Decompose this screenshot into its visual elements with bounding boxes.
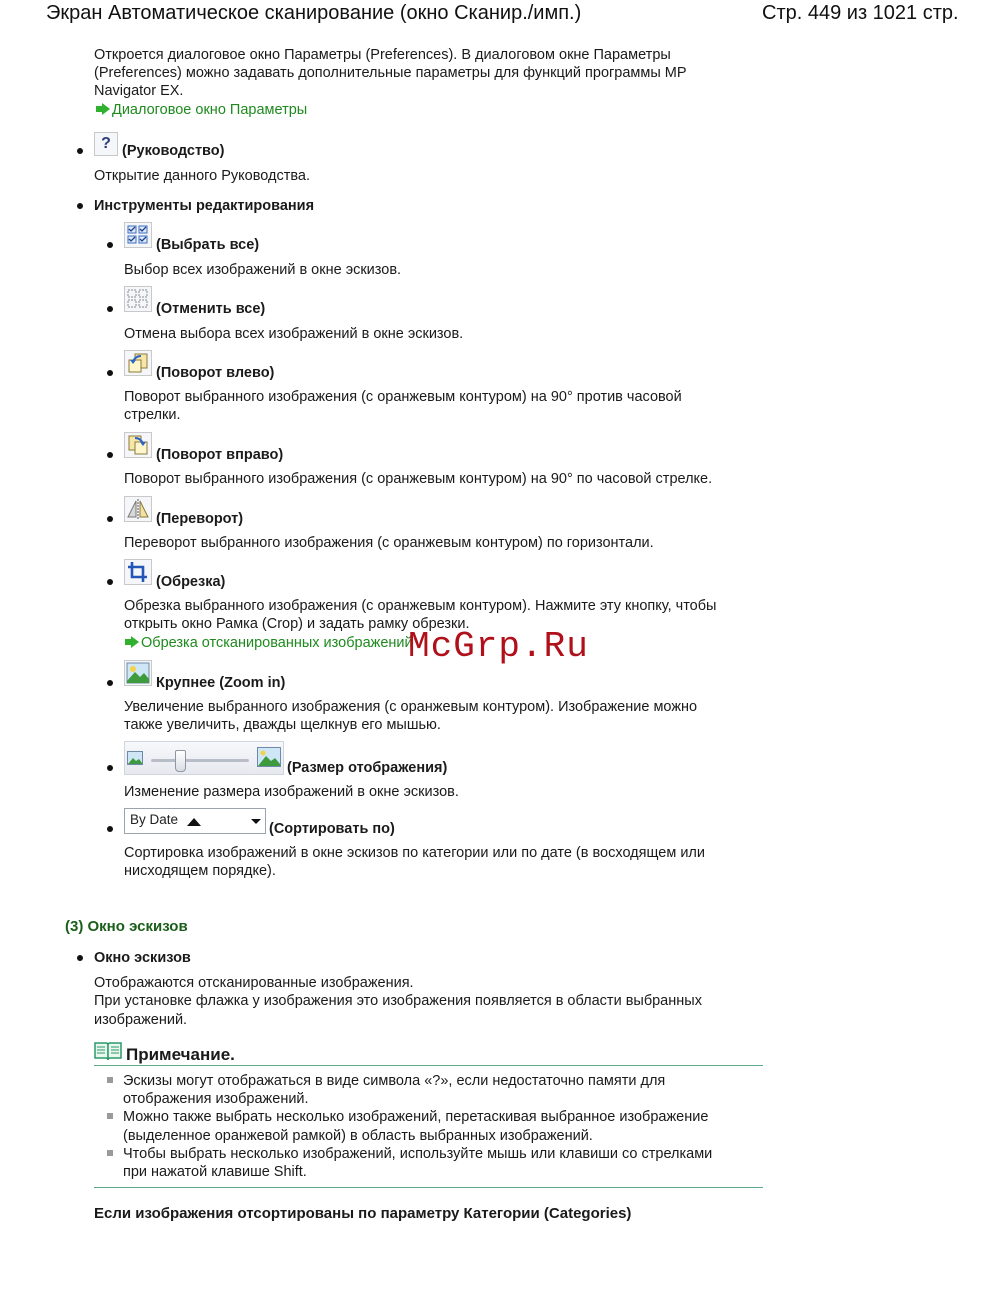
rotate-left-icon[interactable] [124, 350, 152, 376]
tool-desc: Увеличение выбранного изображения (с оранжевым контуром). Изображение можно [124, 699, 698, 715]
bullet [77, 203, 83, 209]
tool-desc: Сортировка изображений в окне эскизов по категории или по дате (в восходящем или [124, 845, 705, 861]
tool-desc: открыть окно Рамка (Crop) и задать рамку обрезки. [124, 616, 470, 632]
sort-by-value: By Date [130, 812, 179, 827]
note-bullet [107, 1077, 113, 1083]
edit-tools-title: Инструменты редактирования [94, 198, 315, 214]
tool-title: (Переворот) [156, 511, 244, 527]
tool-title: (Выбрать все) [156, 237, 260, 253]
tool-desc: Поворот выбранного изображения (с оранжевым контуром) на 90° по часовой стрелке. [124, 471, 713, 487]
tool-title: (Поворот влево) [156, 365, 275, 381]
tool-title: (Размер отображения) [287, 760, 448, 776]
note-top-divider [94, 1065, 763, 1066]
tool-desc: Поворот выбранного изображения (с оранжевым контуром) на 90° против часовой [124, 389, 682, 405]
tool-desc: Отмена выбора всех изображений в окне эскизов. [124, 326, 464, 342]
note-item-line: Эскизы могут отображаться в виде символа «?», если недостаточно памяти для [123, 1073, 666, 1089]
note-title: Примечание. [126, 1045, 235, 1064]
deselect-all-icon[interactable] [124, 286, 152, 312]
thumbs-desc-1: Отображаются отсканированные изображения. [94, 975, 414, 991]
guide-desc: Открытие данного Руководства. [94, 168, 311, 184]
bullet [77, 148, 83, 154]
rotate-right-icon[interactable] [124, 432, 152, 458]
note-bottom-divider [94, 1187, 763, 1188]
display-size-slider[interactable] [124, 741, 284, 775]
tool-desc: также увеличить, дважды щелкнув его мышью. [124, 717, 441, 733]
bullet [107, 826, 113, 832]
note-item-line: Можно также выбрать несколько изображений, перетаскивая выбранное изображение [123, 1109, 709, 1125]
note-item-line: отображения изображений. [123, 1091, 309, 1107]
book-icon [94, 1041, 122, 1061]
note-item-line: (выделенное оранжевой рамкой) в область выбранных изображений. [123, 1128, 593, 1144]
bullet [107, 306, 113, 312]
note-item-line: при нажатой клавише Shift. [123, 1164, 307, 1180]
tool-desc: Выбор всех изображений в окне эскизов. [124, 262, 402, 278]
note-item-line: Чтобы выбрать несколько изображений, используйте мышь или клавиши со стрелками [123, 1146, 713, 1162]
thumbs-desc-3: изображений. [94, 1012, 188, 1028]
thumbs-item-title: Окно эскизов [94, 950, 191, 966]
tool-title: (Сортировать по) [269, 821, 395, 837]
guide-title: (Руководство) [122, 143, 225, 159]
page-title: Экран Автоматическое сканирование (окно Сканир./имп.) [46, 2, 582, 24]
tool-title: (Отменить все) [156, 301, 266, 317]
watermark: McGrp.Ru [408, 626, 589, 667]
tool-desc: Изменение размера изображений в окне эскизов. [124, 784, 459, 800]
flip-icon[interactable] [124, 496, 152, 522]
tool-title: (Обрезка) [156, 574, 226, 590]
bullet [107, 765, 113, 771]
select-all-icon[interactable] [124, 222, 152, 248]
preferences-link[interactable]: Диалоговое окно Параметры [96, 102, 307, 118]
note-bullet [107, 1113, 113, 1119]
tool-desc: Обрезка выбранного изображения (с оранжевым контуром). Нажмите эту кнопку, чтобы [124, 598, 717, 614]
chevron-down-icon[interactable] [251, 819, 261, 824]
tool-desc: Переворот выбранного изображения (с оранжевым контуром) по горизонтали. [124, 535, 654, 551]
bullet [107, 579, 113, 585]
tool-title: (Поворот вправо) [156, 447, 284, 463]
green-arrow-icon [131, 636, 139, 648]
thumbs-desc-2: При установке флажка у изображения это изображения появляется в области выбранных [94, 993, 702, 1009]
tool-desc: стрелки. [124, 407, 181, 423]
green-arrow-icon [102, 103, 110, 115]
section-heading: (3) Окно эскизов [65, 918, 188, 935]
sort-by-select[interactable] [124, 808, 266, 834]
bullet [107, 452, 113, 458]
footer-heading: Если изображения отсортированы по параметру Категории (Categories) [94, 1205, 632, 1222]
slider-thumb[interactable] [175, 750, 186, 772]
page-number: Стр. 449 из 1021 стр. [762, 2, 959, 24]
intro-line-1: Откроется диалоговое окно Параметры (Preferences). В диалоговом окне Параметры [94, 47, 671, 63]
help-icon[interactable]: ? [94, 132, 118, 156]
intro-line-3: Navigator EX. [94, 83, 184, 99]
slider-track [151, 759, 249, 762]
intro-line-2: (Preferences) можно задавать дополнительные параметры для функций программы MP [94, 65, 687, 81]
large-image-icon [257, 747, 281, 767]
sort-ascending-icon [187, 818, 201, 826]
small-image-icon [127, 751, 143, 765]
note-bullet [107, 1150, 113, 1156]
crop-link[interactable]: Обрезка отсканированных изображений [125, 635, 413, 651]
bullet [107, 242, 113, 248]
bullet [107, 680, 113, 686]
zoom-in-icon[interactable] [124, 660, 152, 686]
crop-icon[interactable] [124, 559, 152, 585]
tool-title: Крупнее (Zoom in) [156, 675, 286, 691]
bullet [107, 516, 113, 522]
bullet [107, 370, 113, 376]
bullet [77, 955, 83, 961]
tool-desc: нисходящем порядке). [124, 863, 276, 879]
